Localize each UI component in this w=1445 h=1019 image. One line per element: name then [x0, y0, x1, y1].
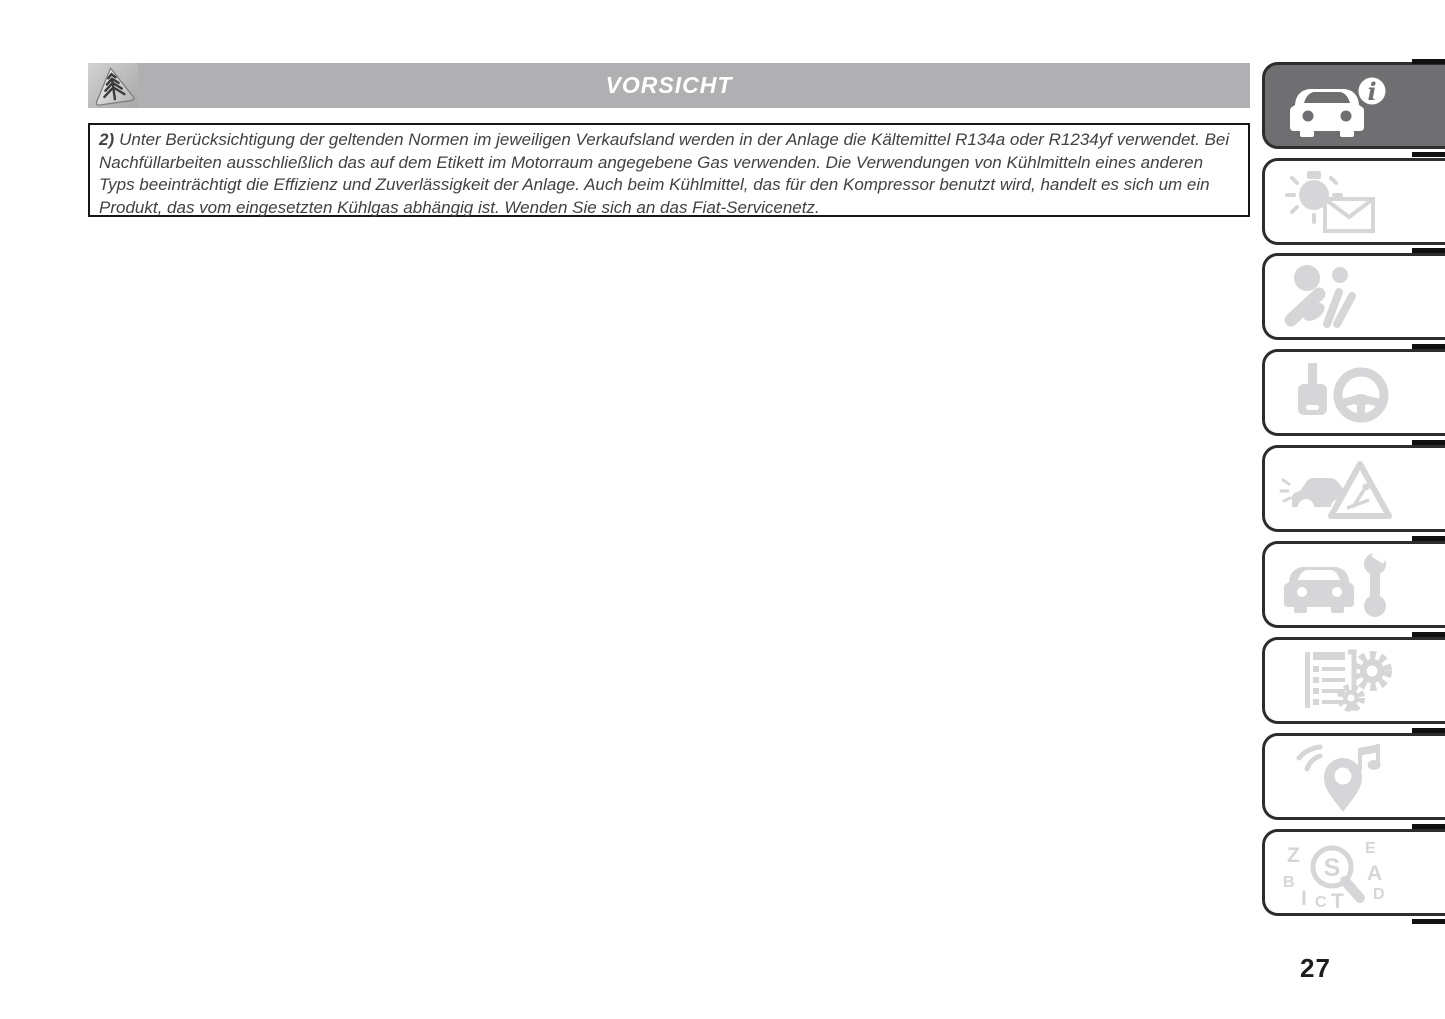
tab-warning-lights-messages[interactable]	[1262, 158, 1445, 245]
key-steering-wheel-icon	[1279, 358, 1397, 428]
caution-title: VORSICHT	[605, 72, 733, 98]
tab-index[interactable]	[1262, 829, 1445, 916]
page-edge-mark	[1412, 536, 1445, 541]
page-number: 27	[1300, 953, 1331, 983]
warning-light-message-icon	[1279, 167, 1397, 237]
tab-safety[interactable]	[1262, 253, 1445, 340]
magnifier-letter: S	[1323, 853, 1341, 882]
car-warning-triangle-emergency-icon	[1279, 454, 1397, 524]
airbag-seatbelt-safety-icon	[1279, 262, 1397, 332]
page-edge-mark	[1412, 344, 1445, 349]
index-letter: T	[1331, 889, 1344, 908]
tab-multimedia[interactable]	[1262, 733, 1445, 820]
tab-service-maintenance[interactable]	[1262, 541, 1445, 628]
note-number: 2)	[99, 130, 115, 149]
page-edge-mark	[1412, 59, 1445, 64]
index-letter: A	[1367, 861, 1383, 885]
index-letter: E	[1365, 839, 1376, 857]
tab-technical-data[interactable]	[1262, 637, 1445, 724]
tab-starting-driving[interactable]	[1262, 349, 1445, 436]
index-letter: I	[1301, 886, 1307, 908]
multimedia-audio-navigation-icon	[1279, 742, 1397, 812]
page-edge-mark	[1412, 152, 1445, 157]
car-wrench-service-icon	[1279, 550, 1397, 620]
car-info-icon	[1279, 71, 1397, 141]
index-letter: D	[1373, 885, 1385, 903]
page-edge-mark	[1412, 919, 1445, 924]
index-letter: Z	[1287, 843, 1300, 867]
spec-list-gears-icon	[1279, 646, 1397, 716]
page-edge-mark	[1412, 248, 1445, 253]
page-edge-mark	[1412, 440, 1445, 445]
index-letter: B	[1283, 873, 1295, 891]
caution-banner	[88, 63, 1250, 108]
tab-vehicle-overview[interactable]	[1262, 62, 1445, 149]
tab-emergency[interactable]	[1262, 445, 1445, 532]
page-edge-mark	[1412, 824, 1445, 829]
page-edge-mark	[1412, 632, 1445, 637]
info-badge-letter: i	[1367, 76, 1377, 106]
refrigerant-note	[88, 123, 1250, 217]
page-edge-mark	[1412, 728, 1445, 733]
index-letter: C	[1315, 893, 1327, 908]
note-text: Unter Berücksichtigung der geltenden Normen im jeweiligen Verkaufsland werden in der Anlage die Kältemittel R134a oder R1234yf verwendet. Bei Nachfüllarbeiten ausschließlich das auf dem Etikett im Motorraum angegebene Gas verwenden. Die Verwendungen von Kühlmitteln eines anderen Typs beeinträchtigt die Effizienz und Zuverlässigkeit der Anlage. Auch beim Kühlmittel, das für den Kompressor benutzt wird, handelt es sich um ein Produkt, das vom eingesetzten Kühlgas abhängig ist. Wenden Sie sich an das Fiat-Servicenetz.	[99, 130, 1230, 217]
alphabetical-index-search-icon	[1279, 838, 1397, 908]
